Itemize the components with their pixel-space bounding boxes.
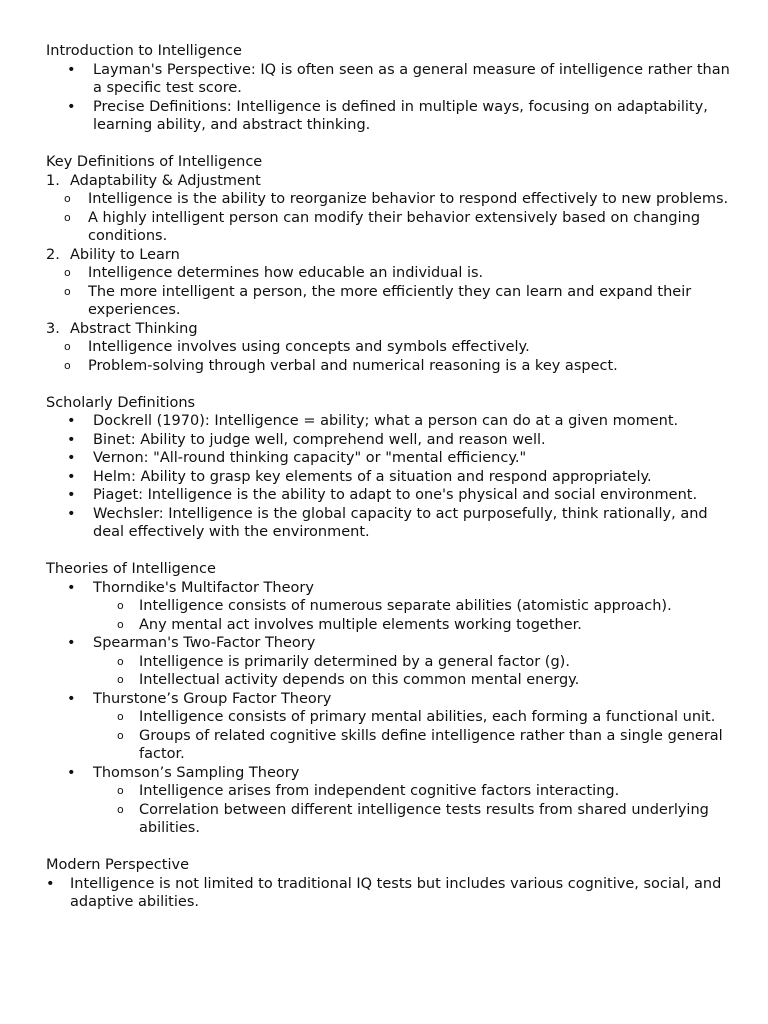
sub-list-item: o Intelligence is primarily determined by a general factor (g).: [93, 653, 736, 672]
bullet-list: [46, 875, 736, 912]
sub-list-item: o Intelligence determines how educable an individual is.: [46, 264, 736, 283]
sub-list: [46, 190, 736, 246]
theory-name: Thorndike's Multifactor Theory: [93, 579, 314, 596]
sub-list-item: o The more intelligent a person, the more efficiently they can learn and expand their experiences.: [46, 283, 736, 320]
sub-list-item: o Intelligence consists of numerous separate abilities (atomistic approach).: [93, 597, 736, 616]
sub-list: [93, 782, 736, 838]
bullet-list: [46, 579, 736, 838]
list-item: [46, 579, 736, 635]
section-heading: Modern Perspective: [46, 857, 189, 873]
list-item: • Piaget: Intelligence is the ability to adapt to one's physical and social environment.: [46, 486, 736, 505]
sub-list-item: o Intelligence arises from independent cognitive factors interacting.: [93, 782, 736, 801]
list-item: • Wechsler: Intelligence is the global capacity to act purposefully, think rationally, and deal effectively with the environment.: [46, 505, 736, 542]
list-item: • Helm: Ability to grasp key elements of a situation and respond appropriately.: [46, 468, 736, 487]
sub-list-item: o Intelligence consists of primary mental abilities, each forming a functional unit.: [93, 708, 736, 727]
section-scholarly-definitions: [46, 394, 736, 542]
theory-name: Thomson’s Sampling Theory: [93, 764, 300, 781]
section-introduction: [46, 42, 736, 135]
section-heading: Theories of Intelligence: [46, 561, 216, 577]
numbered-item: [46, 320, 736, 339]
section-heading: Key Definitions of Intelligence: [46, 154, 263, 170]
list-item: • Dockrell (1970): Intelligence = ability; what a person can do at a given moment.: [46, 412, 736, 431]
theory-name: Thurstone’s Group Factor Theory: [93, 690, 332, 707]
list-number: 1.: [46, 172, 60, 189]
sub-list-item: o A highly intelligent person can modify their behavior extensively based on changing conditions.: [46, 209, 736, 246]
numbered-item: [46, 172, 736, 191]
list-item: [46, 634, 736, 690]
bullet-list: [46, 61, 736, 135]
sub-list-item: o Intelligence is the ability to reorganize behavior to respond effectively to new problems.: [46, 190, 736, 209]
numbered-item: [46, 246, 736, 265]
section-key-definitions: [46, 153, 736, 375]
sub-list-item: o Groups of related cognitive skills define intelligence rather than a single general factor.: [93, 727, 736, 764]
sub-list-item: o Intelligence involves using concepts and symbols effectively.: [46, 338, 736, 357]
section-theories: [46, 560, 736, 838]
list-number: 2.: [46, 246, 60, 263]
bullet-list: [46, 412, 736, 542]
list-item: [46, 764, 736, 838]
sub-list: [46, 264, 736, 320]
numbered-item-label: Ability to Learn: [70, 246, 180, 263]
sub-list-item: o Intellectual activity depends on this common mental energy.: [93, 671, 736, 690]
theory-name: Spearman's Two-Factor Theory: [93, 635, 316, 651]
list-item: [46, 690, 736, 764]
list-item: • Vernon: "All-round thinking capacity" or "mental efficiency.": [46, 449, 736, 468]
document-page: [46, 42, 736, 930]
section-modern-perspective: [46, 856, 736, 912]
sub-list: [46, 338, 736, 375]
list-number: 3.: [46, 320, 60, 337]
sub-list-item: o Correlation between different intelligence tests results from shared underlying abilities.: [93, 801, 736, 838]
numbered-item-label: Adaptability & Adjustment: [70, 172, 261, 189]
list-item: • Binet: Ability to judge well, comprehend well, and reason well.: [46, 431, 736, 450]
section-heading: Scholarly Definitions: [46, 394, 196, 411]
sub-list: [93, 653, 736, 690]
section-heading: Introduction to Intelligence: [46, 43, 242, 59]
sub-list-item: o Problem-solving through verbal and numerical reasoning is a key aspect.: [46, 357, 736, 376]
sub-list: [93, 708, 736, 764]
sub-list-item: o Any mental act involves multiple elements working together.: [93, 616, 736, 635]
list-item: • Intelligence is not limited to traditional IQ tests but includes various cognitive, social, and adaptive abilities.: [46, 875, 736, 912]
list-item: • Precise Definitions: Intelligence is defined in multiple ways, focusing on adaptability, learning ability, and abstract thinking.: [46, 98, 736, 135]
sub-list: [93, 597, 736, 634]
numbered-item-label: Abstract Thinking: [70, 320, 198, 337]
list-item: • Layman's Perspective: IQ is often seen as a general measure of intelligence rather than a specific test score.: [46, 61, 736, 98]
